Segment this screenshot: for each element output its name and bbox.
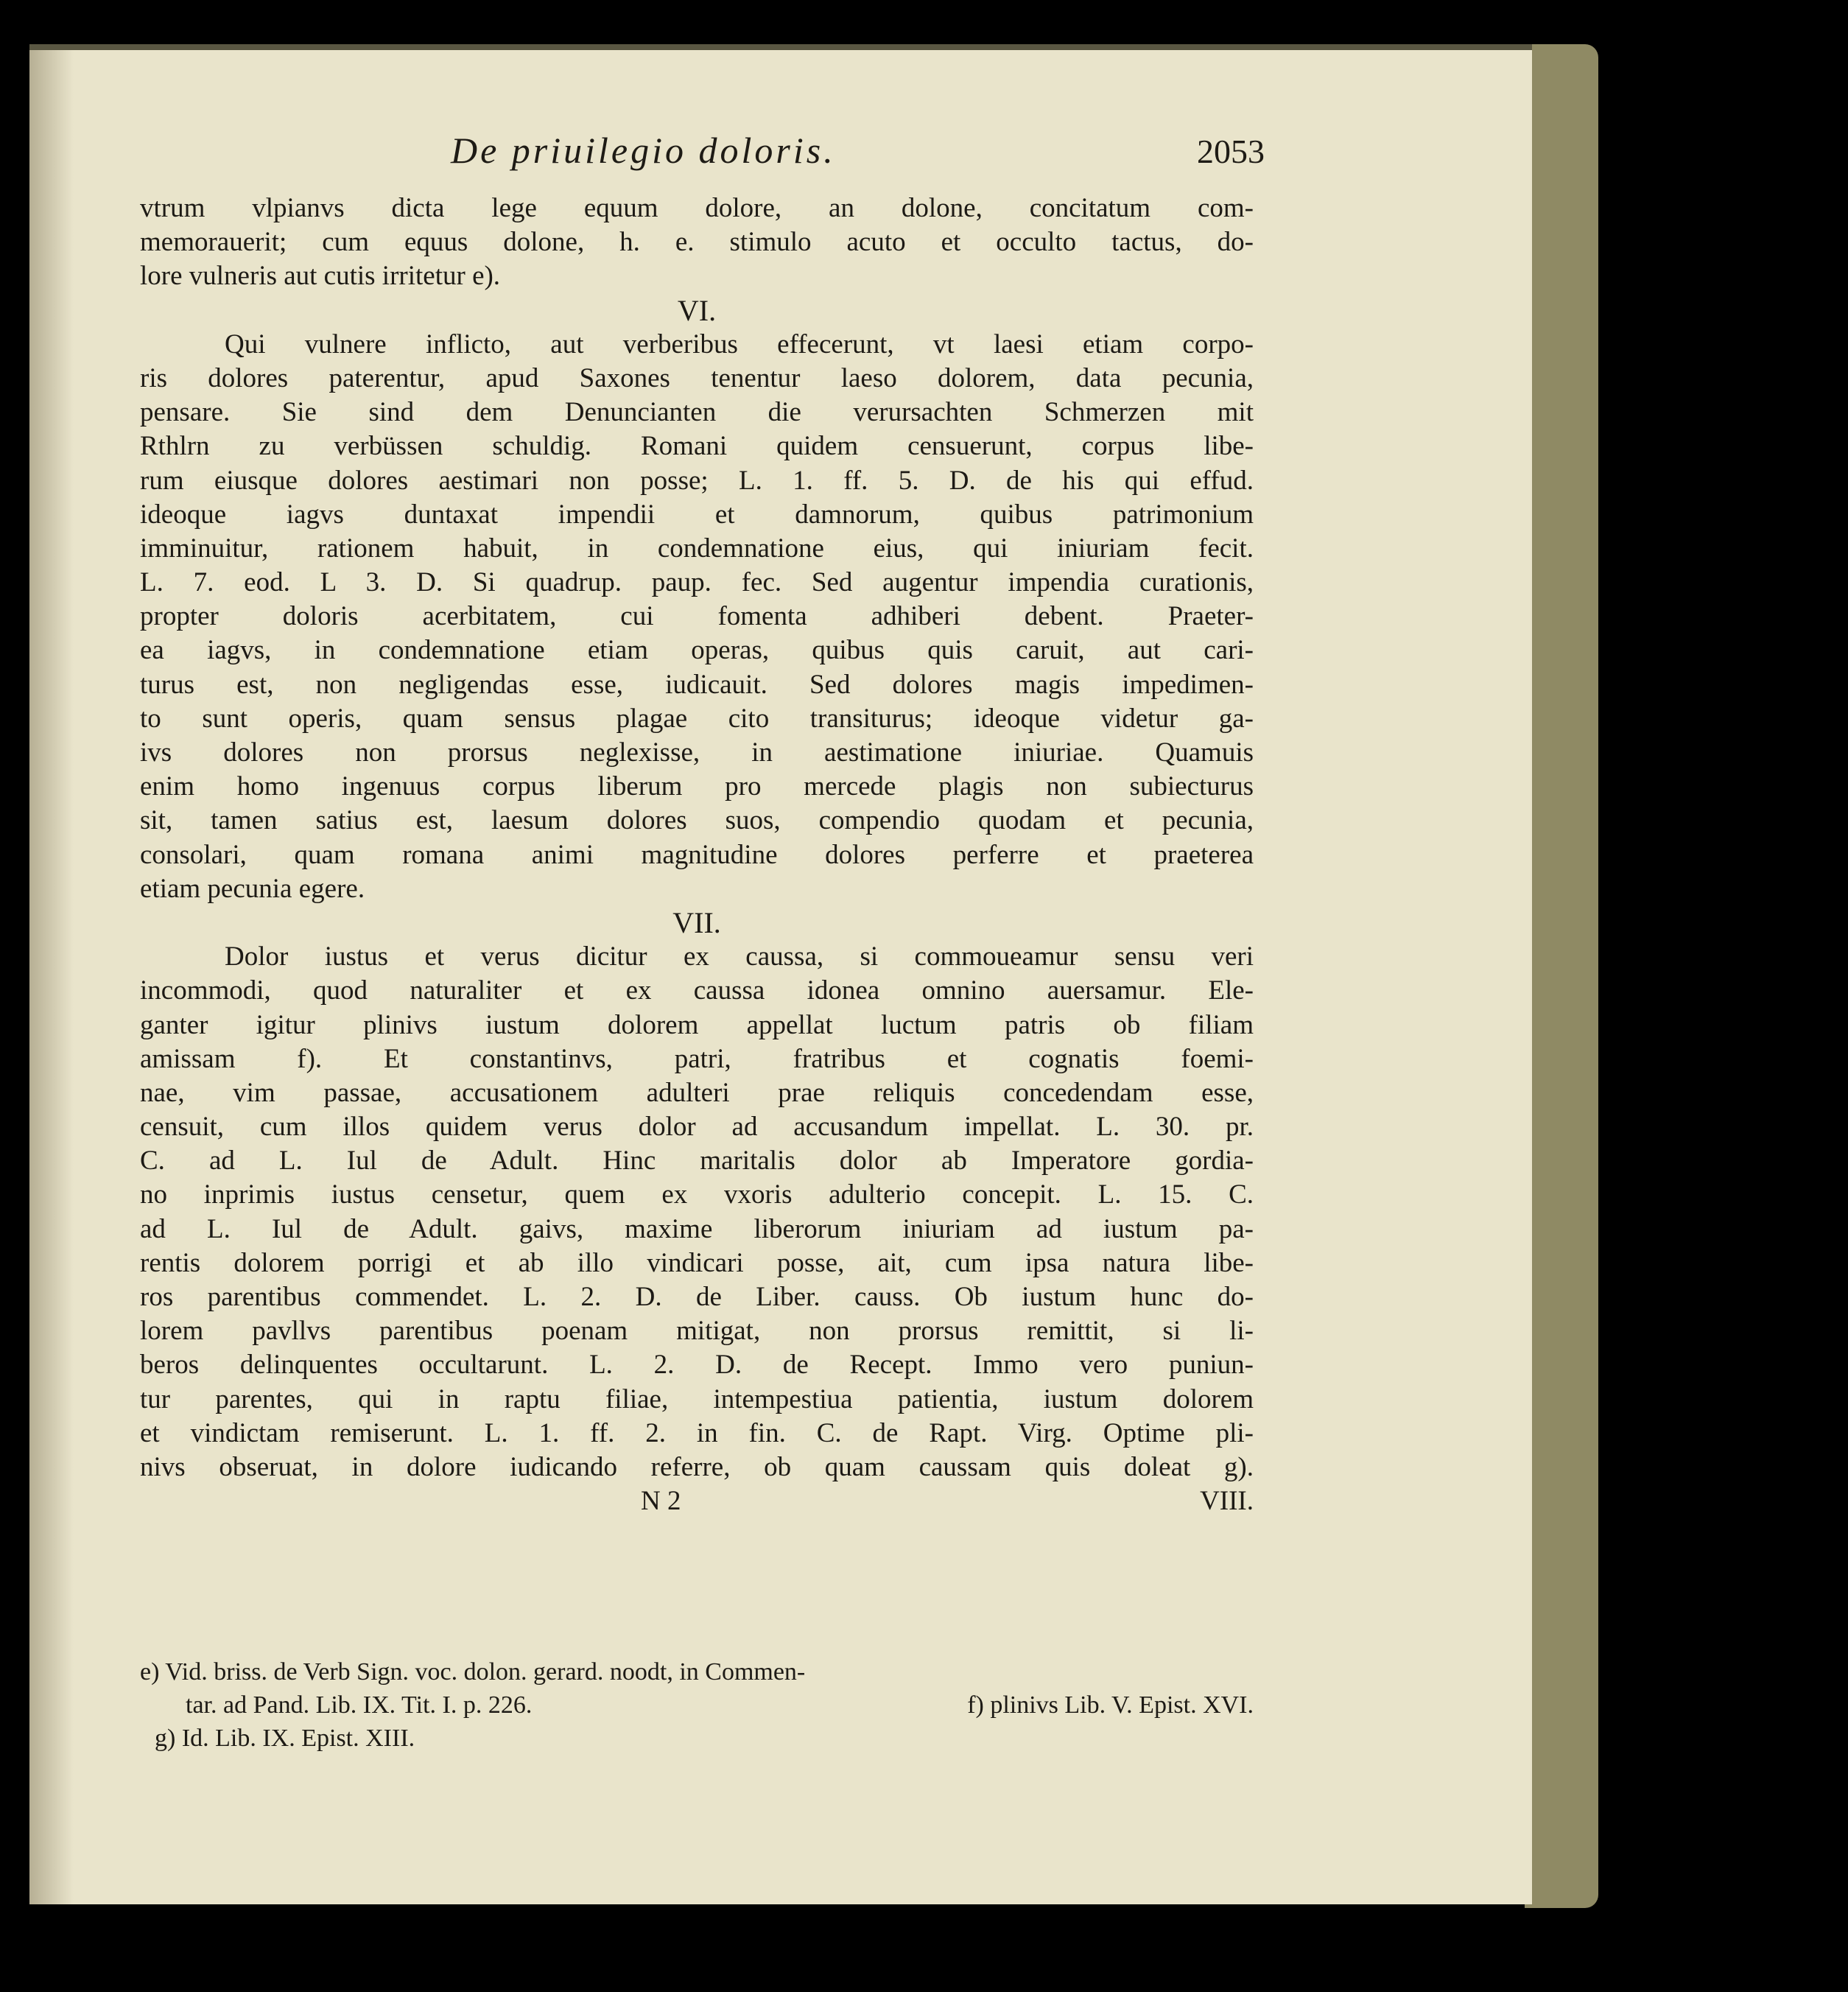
catchword: VIII. <box>1200 1486 1254 1517</box>
text-line: et vindictam remiserunt. L. 1. ff. 2. in fin. C. de Rapt. Virg. Optime pli- <box>140 1417 1254 1448</box>
text-line: sit, tamen satius est, laesum dolores suos, compendio quodam et pecunia, <box>140 805 1254 836</box>
text-line: rum eiusque dolores aestimari non posse; L. 1. ff. 5. D. de his qui effud. <box>140 465 1254 496</box>
text-line: censuit, cum illos quidem verus dolor ad accusandum impellat. L. 30. pr. <box>140 1112 1254 1143</box>
footnote-f: f) plinivs Lib. V. Epist. XVI. <box>967 1691 1254 1719</box>
text-line: imminuitur, rationem habuit, in condemnatione eius, qui iniuriam fecit. <box>140 533 1254 564</box>
text-line: L. 7. eod. L 3. D. Si quadrup. paup. fec. Sed augentur impendia curationis, <box>140 567 1254 598</box>
text-line: C. ad L. Iul de Adult. Hinc maritalis dolor ab Imperatore gordia- <box>140 1146 1254 1176</box>
section-heading: VI. <box>677 293 717 327</box>
text-line: memorauerit; cum equus dolone, h. e. stimulo acuto et occulto tactus, do- <box>140 227 1254 258</box>
body-text <box>140 192 1254 1646</box>
text-line: enim homo ingenuus corpus liberum pro mercede plagis non subiecturus <box>140 771 1254 802</box>
catchline <box>140 1484 1254 1518</box>
footnote-e-line-1: e) Vid. briss. de Verb Sign. voc. dolon. gerard. noodt, in Commen- <box>140 1658 806 1686</box>
signature-mark: N 2 <box>641 1486 681 1517</box>
running-title: De priuilegio doloris. <box>451 130 836 171</box>
text-line: ivs dolores non prorsus neglexisse, in aestimatione iniuriae. Quamuis <box>140 737 1254 768</box>
text-line: pensare. Sie sind dem Denuncianten die verursachten Schmerzen mit <box>140 397 1254 428</box>
text-line: ris dolores paterentur, apud Saxones tenentur laeso dolorem, data pecunia, <box>140 362 1254 393</box>
text-line: propter doloris acerbitatem, cui fomenta adhiberi debent. Praeter- <box>140 601 1254 632</box>
text-line: to sunt operis, quam sensus plagae cito transiturus; ideoque videtur ga- <box>140 703 1254 734</box>
text-line: Dolor iustus et verus dicitur ex caussa, si commoueamur sensu veri <box>225 941 1254 972</box>
book-board-edge <box>1525 44 1598 1908</box>
footnote-g: g) Id. Lib. IX. Epist. XIII. <box>155 1725 415 1752</box>
page-header <box>451 129 1265 188</box>
text-line: rentis dolorem porrigi et ab illo vindicari posse, ait, cum ipsa natura libe- <box>140 1247 1254 1278</box>
text-line: ros parentibus commendet. L. 2. D. de Liber. causs. Ob iustum hunc do- <box>140 1282 1254 1312</box>
text-line: ideoque iagvs duntaxat impendii et damnorum, quibus patrimonium <box>140 499 1254 530</box>
text-line: ad L. Iul de Adult. gaivs, maxime liberorum iniuriam ad iustum pa- <box>140 1213 1254 1244</box>
text-line: nae, vim passae, accusationem adulteri prae reliquis concedendam esse, <box>140 1077 1254 1108</box>
text-line: turus est, non negligendas esse, iudicauit. Sed dolores magis impedimen- <box>140 669 1254 700</box>
text-line: vtrum vlpianvs dicta lege equum dolore, an dolone, concitatum com- <box>140 193 1254 223</box>
footnote-row <box>140 1688 1254 1722</box>
text-line: tur parentes, qui in raptu filiae, intempestiua patientia, iustum dolorem <box>140 1383 1254 1414</box>
text-line: beros delinquentes occultarunt. L. 2. D. de Recept. Immo vero puniun- <box>140 1350 1254 1381</box>
section-heading: VII. <box>672 905 721 939</box>
text-line: etiam pecunia egere. <box>140 873 365 904</box>
text-line: amissam f). Et constantinvs, patri, fratribus et cognatis foemi- <box>140 1043 1254 1074</box>
text-line: no inprimis iustus censetur, quem ex vxoris adulterio concepit. L. 15. C. <box>140 1179 1254 1210</box>
text-line: lore vulneris aut cutis irritetur e). <box>140 261 501 292</box>
footnote-e-line-2: tar. ad Pand. Lib. IX. Tit. I. p. 226. <box>186 1691 533 1719</box>
text-line: ea iagvs, in condemnatione etiam operas, quibus quis caruit, aut cari- <box>140 635 1254 666</box>
text-line: Rthlrn zu verbüssen schuldig. Romani quidem censuerunt, corpus libe- <box>140 431 1254 462</box>
text-line: nivs obseruat, in dolore iudicando referre, ob quam caussam quis doleat g). <box>140 1451 1254 1482</box>
text-line: lorem pavllvs parentibus poenam mitigat, non prorsus remittit, si li- <box>140 1316 1254 1347</box>
text-line: consolari, quam romana animi magnitudine dolores perferre et praeterea <box>140 839 1254 870</box>
text-line: Qui vulnere inflicto, aut verberibus effecerunt, vt laesi etiam corpo- <box>225 329 1254 360</box>
text-line: incommodi, quod naturaliter et ex caussa idonea omnino auersamur. Ele- <box>140 975 1254 1006</box>
page-number: 2053 <box>1197 133 1265 170</box>
footnotes <box>140 1655 1254 1773</box>
text-line: ganter igitur plinivs iustum dolorem appellat luctum patris ob filiam <box>140 1009 1254 1040</box>
